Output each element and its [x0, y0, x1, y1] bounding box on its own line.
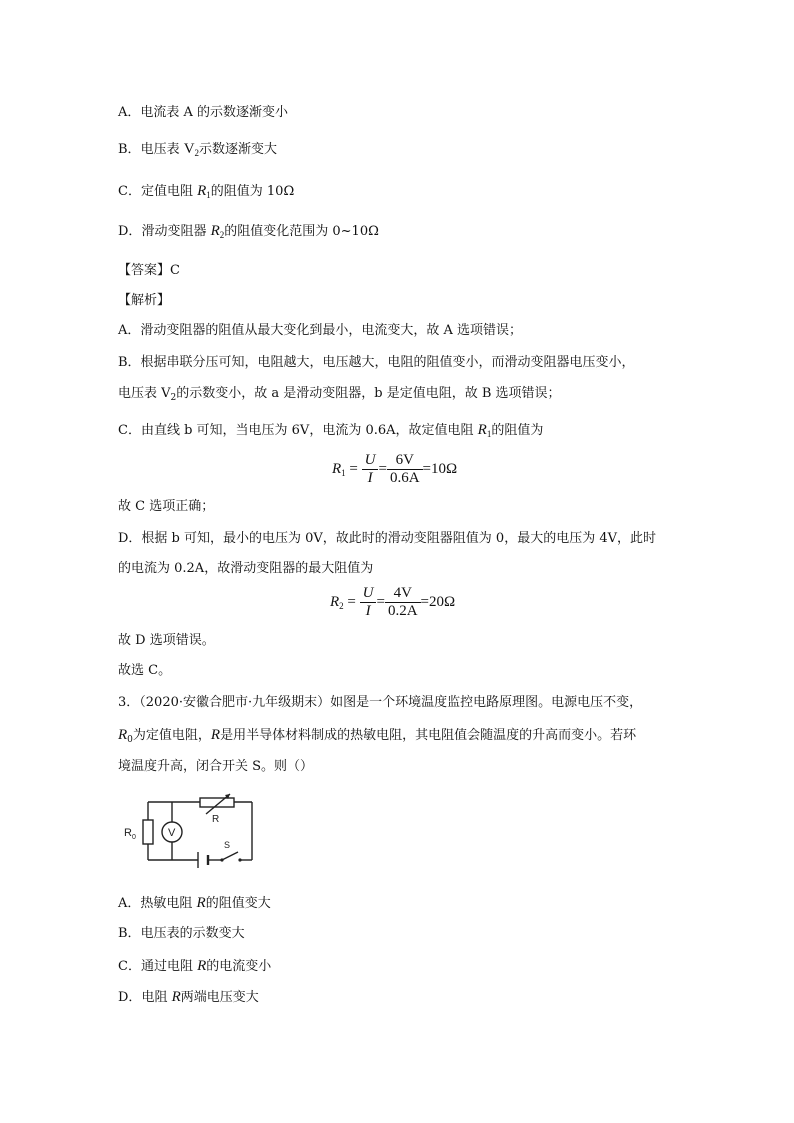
- switch-contact: [238, 858, 241, 861]
- circuit-diagram: [124, 798, 260, 868]
- option-q2-b: B．电压表 $V_2$示数逐渐变大: [118, 141, 278, 158]
- option-q2-c: C．定值电阻 $R_1$的阻值为 10Ω: [118, 183, 295, 200]
- option-q3-a: A．热敏电阻 R的阻值变大: [118, 895, 271, 911]
- resistor-r0: [143, 820, 153, 844]
- label-v: V: [168, 827, 176, 839]
- label-r0: $R_0$: [124, 827, 136, 841]
- label-s: S: [224, 840, 231, 850]
- formula-r2: $R_2$ = $\frac{U}{I}$ = $\frac{4V}{0.2A}$ =20Ω: [330, 585, 456, 619]
- analysis-final: 故选 C。: [118, 663, 172, 678]
- analysis-c-conclusion: 故 C 选项正确；: [118, 499, 215, 514]
- answer: 【答案】C: [118, 263, 180, 278]
- fraction-u-over-i: $\frac{U}{I}$: [362, 452, 379, 487]
- fraction-u-over-i: $\frac{U}{I}$: [360, 585, 377, 620]
- analysis-a: A．滑动变阻器的阻值从最大变化到最小，电流变大，故 A 选项错误；: [118, 323, 523, 338]
- analysis-b-line2: 电压表 $V_2$的示数变小，故 a 是滑动变阻器，b 是定值电阻，故 B 选项错误；: [118, 386, 561, 403]
- analysis-b-line1: B．根据串联分压可知，电阻越大，电压越大，电阻的阻值变小，而滑动变阻器电压变小，: [118, 355, 635, 370]
- analysis-c: C．由直线 b 可知，当电压为 6V，电流为 0.6A，故定值电阻 $R_1$的阻值为: [118, 422, 544, 439]
- analysis-heading: 【解析】: [118, 293, 171, 308]
- option-q3-c: C．通过电阻 R的电流变小: [118, 958, 272, 974]
- option-q2-d: D．滑动变阻器 $R_2$的阻值变化范围为 0~10Ω: [118, 223, 379, 240]
- thermistor-arrow: [206, 794, 230, 814]
- switch-pivot: [220, 858, 223, 861]
- option-q3-b: B．电压表的示数变大: [118, 926, 245, 941]
- analysis-d-line2: 的电流为 0.2A，故滑动变阻器的最大阻值为: [118, 561, 374, 576]
- q3-stem-line2: $R_0$为定值电阻，R是用半导体材料制成的热敏电阻，其电阻值会随温度的升高而变小。若环: [118, 727, 637, 745]
- analysis-d-line1: D．根据 b 可知，最小的电压为 0V，故此时的滑动变阻器阻值为 0，最大的电压为 4V，此时: [118, 531, 656, 546]
- q3-stem-line3: 境温度升高，闭合开关 S。则（）: [118, 759, 314, 774]
- fraction-values: $\frac{6V}{0.6A}$: [387, 452, 423, 487]
- analysis-d-conclusion: 故 D 选项错误。: [118, 633, 215, 648]
- switch-s: [222, 852, 238, 860]
- option-q3-d: D．电阻 R两端电压变大: [118, 989, 259, 1005]
- option-q2-a: A．电流表 A 的示数逐渐变小: [118, 105, 289, 120]
- formula-r1: $R_1$ = $\frac{U}{I}$ = $\frac{6V}{0.6A}$ =10Ω: [332, 452, 458, 486]
- fraction-values: $\frac{4V}{0.2A}$: [385, 585, 421, 620]
- label-r: R: [212, 814, 220, 825]
- q3-stem-line1: 3．（2020·安徽合肥市·九年级期末）如图是一个环境温度监控电路原理图。电源电压不变，: [118, 695, 643, 710]
